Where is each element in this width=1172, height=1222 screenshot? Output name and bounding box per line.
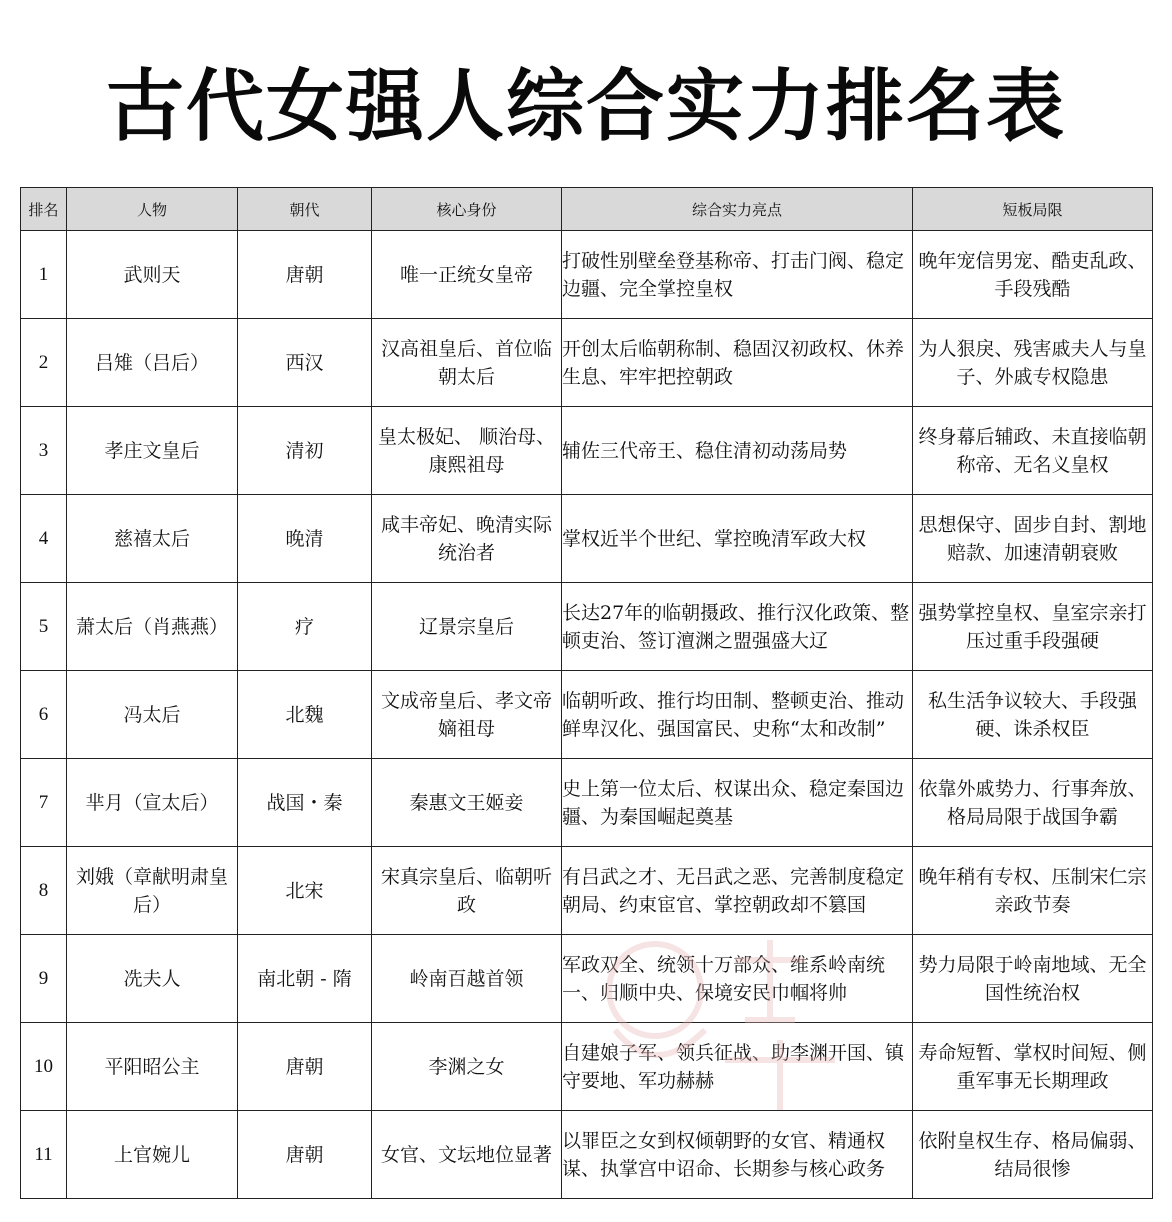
page-title: 古代女强人综合实力排名表 — [105, 62, 1066, 152]
limit-cell: 依附皇权生存、格局偏弱、结局很惨 — [913, 1111, 1153, 1199]
table-row — [21, 583, 1153, 671]
dynasty-cell: 西汉 — [238, 319, 372, 407]
rank-cell: 4 — [21, 495, 67, 583]
person-cell: 刘娥（章献明肃皇后） — [67, 847, 238, 935]
highlight-cell: 临朝听政、推行均田制、整顿吏治、推动鲜卑汉化、强国富民、史称“太和改制” — [562, 671, 913, 759]
limit-cell: 强势掌控皇权、皇室宗亲打压过重手段强硬 — [913, 583, 1153, 671]
rank-cell: 6 — [21, 671, 67, 759]
dynasty-cell: 南北朝 - 隋 — [238, 935, 372, 1023]
table-row — [21, 847, 1153, 935]
person-cell: 吕雉（吕后） — [67, 319, 238, 407]
limit-cell: 势力局限于岭南地域、无全国性统治权 — [913, 935, 1153, 1023]
identity-cell: 女官、文坛地位显著 — [372, 1111, 562, 1199]
rank-cell: 9 — [21, 935, 67, 1023]
identity-cell: 李渊之女 — [372, 1023, 562, 1111]
limit-cell: 终身幕后辅政、未直接临朝称帝、无名义皇权 — [913, 407, 1153, 495]
header-dynasty: 朝代 — [238, 188, 372, 231]
dynasty-cell: 唐朝 — [238, 1023, 372, 1111]
table-row — [21, 671, 1153, 759]
person-cell: 冼夫人 — [67, 935, 238, 1023]
highlight-cell: 史上第一位太后、权谋出众、稳定秦国边疆、为秦国崛起奠基 — [562, 759, 913, 847]
dynasty-cell: 唐朝 — [238, 231, 372, 319]
highlight-cell: 开创太后临朝称制、稳固汉初政权、休养生息、牢牢把控朝政 — [562, 319, 913, 407]
identity-cell: 唯一正统女皇帝 — [372, 231, 562, 319]
table-row — [21, 495, 1153, 583]
identity-cell: 汉高祖皇后、首位临朝太后 — [372, 319, 562, 407]
identity-cell: 秦惠文王姬妾 — [372, 759, 562, 847]
rank-cell: 1 — [21, 231, 67, 319]
table-row — [21, 231, 1153, 319]
limit-cell: 晚年宠信男宠、酷吏乱政、手段残酷 — [913, 231, 1153, 319]
person-cell: 冯太后 — [67, 671, 238, 759]
limit-cell: 思想保守、固步自封、割地赔款、加速清朝衰败 — [913, 495, 1153, 583]
identity-cell: 文成帝皇后、孝文帝嫡祖母 — [372, 671, 562, 759]
dynasty-cell: 唐朝 — [238, 1111, 372, 1199]
highlight-cell: 有吕武之才、无吕武之恶、完善制度稳定朝局、约束宦官、掌控朝政却不篡国 — [562, 847, 913, 935]
rank-cell: 3 — [21, 407, 67, 495]
rank-cell: 2 — [21, 319, 67, 407]
person-cell: 平阳昭公主 — [67, 1023, 238, 1111]
rank-cell: 11 — [21, 1111, 67, 1199]
table-header-row — [21, 188, 1153, 231]
highlight-cell: 打破性别壁垒登基称帝、打击门阀、稳定边疆、完全掌控皇权 — [562, 231, 913, 319]
rank-cell: 10 — [21, 1023, 67, 1111]
identity-cell: 咸丰帝妃、晚清实际统治者 — [372, 495, 562, 583]
header-identity: 核心身份 — [372, 188, 562, 231]
ranking-table — [20, 187, 1153, 1199]
rank-cell: 7 — [21, 759, 67, 847]
person-cell: 萧太后（肖燕燕） — [67, 583, 238, 671]
dynasty-cell: 北宋 — [238, 847, 372, 935]
rank-cell: 5 — [21, 583, 67, 671]
identity-cell: 辽景宗皇后 — [372, 583, 562, 671]
header-limit: 短板局限 — [913, 188, 1153, 231]
table-row — [21, 319, 1153, 407]
table-row — [21, 1023, 1153, 1111]
identity-cell: 皇太极妃、 顺治母、康熙祖母 — [372, 407, 562, 495]
person-cell: 上官婉儿 — [67, 1111, 238, 1199]
highlight-cell: 掌权近半个世纪、掌控晚清军政大权 — [562, 495, 913, 583]
header-person: 人物 — [67, 188, 238, 231]
rank-cell: 8 — [21, 847, 67, 935]
person-cell: 芈月（宣太后） — [67, 759, 238, 847]
limit-cell: 为人狠戾、残害戚夫人与皇子、外戚专权隐患 — [913, 319, 1153, 407]
table-row — [21, 1111, 1153, 1199]
table-row — [21, 759, 1153, 847]
person-cell: 孝庄文皇后 — [67, 407, 238, 495]
header-rank: 排名 — [21, 188, 67, 231]
dynasty-cell: 战国・秦 — [238, 759, 372, 847]
person-cell: 慈禧太后 — [67, 495, 238, 583]
table-row — [21, 407, 1153, 495]
dynasty-cell: 清初 — [238, 407, 372, 495]
limit-cell: 依靠外戚势力、行事奔放、格局局限于战国争霸 — [913, 759, 1153, 847]
person-cell: 武则天 — [67, 231, 238, 319]
identity-cell: 宋真宗皇后、临朝听政 — [372, 847, 562, 935]
dynasty-cell: 晚清 — [238, 495, 372, 583]
limit-cell: 私生活争议较大、手段强硬、诛杀权臣 — [913, 671, 1153, 759]
highlight-cell: 长达27年的临朝摄政、推行汉化政策、整顿吏治、签订澶渊之盟强盛大辽 — [562, 583, 913, 671]
limit-cell: 晚年稍有专权、压制宋仁宗亲政节奏 — [913, 847, 1153, 935]
highlight-cell: 以罪臣之女到权倾朝野的女官、精通权谋、执掌宫中诏命、长期参与核心政务 — [562, 1111, 913, 1199]
dynasty-cell: 北魏 — [238, 671, 372, 759]
dynasty-cell: 疗 — [238, 583, 372, 671]
identity-cell: 岭南百越首领 — [372, 935, 562, 1023]
limit-cell: 寿命短暂、掌权时间短、侧重军事无长期理政 — [913, 1023, 1153, 1111]
header-highlight: 综合实力亮点 — [562, 188, 913, 231]
highlight-cell: 辅佐三代帝王、稳住清初动荡局势 — [562, 407, 913, 495]
highlight-cell: 军政双全、统领十万部众、维系岭南统一、归顺中央、保境安民巾帼将帅 — [562, 935, 913, 1023]
highlight-cell: 自建娘子军、领兵征战、助李渊开国、镇守要地、军功赫赫 — [562, 1023, 913, 1111]
table-row — [21, 935, 1153, 1023]
